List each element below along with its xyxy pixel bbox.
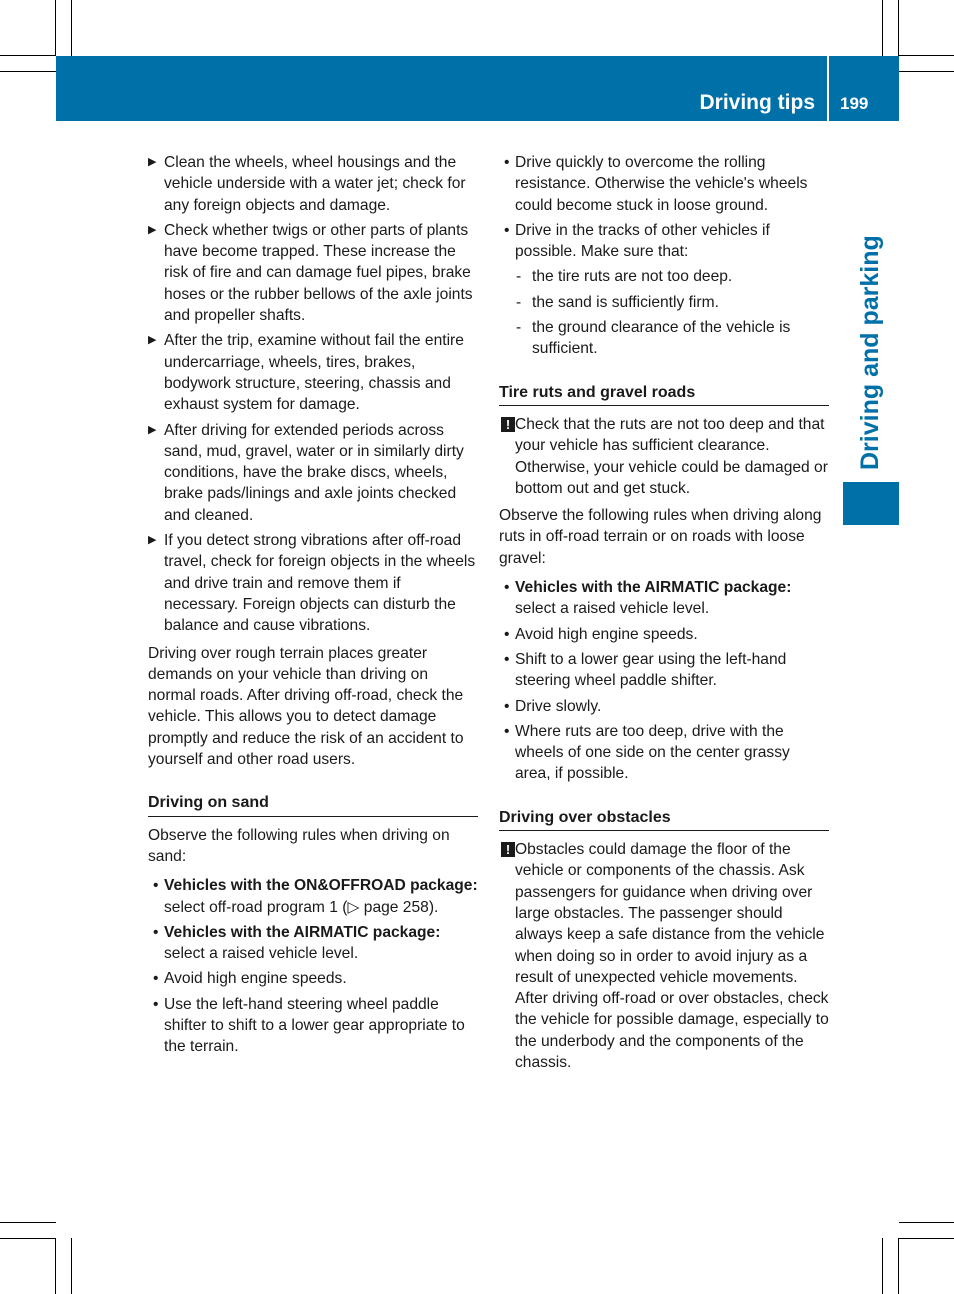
crop-mark bbox=[0, 1238, 56, 1239]
crop-mark bbox=[0, 1222, 56, 1223]
list-item: • Use the left-hand steering wheel paddle shifter to shift to a lower gear appropriate to the terrain. bbox=[153, 995, 465, 1056]
crop-mark bbox=[898, 0, 899, 56]
heading-driving-on-sand: Driving on sand bbox=[148, 792, 478, 816]
page-number: 199 bbox=[840, 94, 869, 113]
header-bar bbox=[56, 56, 899, 121]
bullet-icon: • bbox=[504, 221, 510, 239]
list-item: • Drive in the tracks of other vehicles if possible. Make sure that: bbox=[504, 221, 770, 261]
bullet-icon: • bbox=[504, 154, 510, 171]
sub-list-item: - the sand is sufficiently firm. bbox=[499, 292, 829, 313]
crop-mark bbox=[898, 1238, 899, 1294]
crop-mark bbox=[899, 55, 954, 56]
crop-mark bbox=[899, 71, 954, 72]
list-item: • Drive slowly. bbox=[499, 696, 829, 717]
crop-mark bbox=[71, 1238, 72, 1294]
sub-list-item: - the ground clearance of the vehicle is sufficient. bbox=[516, 319, 791, 358]
instruction-step: ▶ Clean the wheels, wheel housings and the vehicle underside with a water jet; check for any foreign objects and damage. bbox=[148, 154, 466, 214]
instruction-step: ▶ After the trip, examine without fail the entire undercarriage, wheels, tires, brakes, bodywork structure, steering, chassis and exhaust system for damage. bbox=[148, 332, 464, 414]
chapter-tab-label: Driving and parking bbox=[856, 235, 884, 470]
arrow-right-icon: ▶ bbox=[148, 423, 157, 436]
paragraph: Observe the following rules when driving along ruts in off-road terrain or on roads with loose gravel: bbox=[499, 507, 822, 567]
list-item: • Drive quickly to overcome the rolling resistance. Otherwise the vehicle's wheels could become stuck in loose ground. bbox=[504, 154, 808, 214]
crop-mark bbox=[899, 1238, 954, 1239]
list-item: • Vehicles with the AIRMATIC package: select a raised vehicle level. bbox=[504, 579, 792, 618]
instruction-step: ▶ Check whether twigs or other parts of plants have become trapped. These increase the risk of fire and can damage fuel pipes, brake hoses or the rubber bellows of the axle joints and propeller shafts. bbox=[148, 221, 473, 325]
arrow-right-icon: ▶ bbox=[148, 156, 157, 168]
heading-obstacles: Driving over obstacles bbox=[499, 807, 829, 831]
crop-mark bbox=[71, 0, 72, 56]
bullet-icon: • bbox=[504, 579, 510, 597]
arrow-right-icon: ▶ bbox=[148, 223, 157, 236]
crop-mark bbox=[0, 55, 56, 56]
crop-mark bbox=[0, 71, 56, 72]
dash-icon: - bbox=[516, 268, 522, 286]
list-item: • Where ruts are too deep, drive with the wheels of one side on the center grassy area, if possible. bbox=[504, 722, 790, 783]
instruction-step: ▶ After driving for extended periods across sand, mud, gravel, water or in similarly dirty conditions, have the brake discs, wheels, brake pads/linings and axle joints checked and cleaned. bbox=[148, 421, 464, 524]
list-item: • Vehicles with the AIRMATIC package: select a raised vehicle level. bbox=[153, 923, 441, 963]
bullet-icon: • bbox=[504, 722, 510, 740]
bullet-icon: • bbox=[504, 650, 510, 668]
left-column bbox=[148, 152, 478, 1062]
arrow-right-icon: ▶ bbox=[148, 534, 157, 547]
paragraph: Driving over rough terrain places greater demands on your vehicle than driving on normal roads. After driving off-road, check the vehicle. This allows you to detect damage promptly and reduce the risk of an accident to yourself and other road users. bbox=[148, 644, 464, 769]
crop-mark bbox=[55, 0, 56, 56]
bullet-icon: • bbox=[153, 877, 159, 895]
crop-mark bbox=[882, 1238, 883, 1294]
heading-tire-ruts: Tire ruts and gravel roads bbox=[499, 382, 829, 406]
bullet-icon: • bbox=[504, 697, 510, 715]
warning-note: ! Obstacles could damage the floor of the vehicle or components of the chassis. Ask passengers for guidance when driving over large obstacles. The passenger should always keep a safe distance from the vehicle when doing so in order to avoid injury as a result of unexpected vehicle movements. After driving off-road or over obstacles, check the vehicle for possible damage, especially to the underbody and the components of the chassis. bbox=[499, 839, 829, 1073]
arrow-right-icon: ▶ bbox=[148, 334, 157, 347]
crop-mark bbox=[55, 1238, 56, 1294]
list-item: • Vehicles with the ON&OFFROAD package: select off-road program 1 (▷ page 258). bbox=[153, 877, 478, 916]
list-item: • Avoid high engine speeds. bbox=[499, 624, 829, 645]
chapter-tab-marker bbox=[843, 482, 899, 525]
crop-mark bbox=[882, 0, 883, 56]
list-item: • Avoid high engine speeds. bbox=[148, 968, 478, 989]
dash-icon: - bbox=[516, 293, 522, 311]
header-divider bbox=[827, 56, 829, 121]
crop-mark bbox=[899, 1222, 954, 1223]
bullet-icon: • bbox=[153, 970, 159, 988]
warning-exclamation-icon: ! bbox=[501, 842, 515, 857]
bullet-icon: • bbox=[153, 995, 159, 1013]
section-title: Driving tips bbox=[699, 91, 815, 114]
list-item: • Shift to a lower gear using the left-hand steering wheel paddle shifter. bbox=[504, 650, 787, 690]
right-column bbox=[499, 152, 829, 1077]
warning-exclamation-icon: ! bbox=[501, 417, 515, 432]
bullet-icon: • bbox=[504, 625, 510, 643]
sub-list-item: - the tire ruts are not too deep. bbox=[499, 266, 829, 287]
bullet-icon: • bbox=[153, 923, 159, 941]
paragraph: Observe the following rules when driving on sand: bbox=[148, 826, 450, 865]
dash-icon: - bbox=[516, 319, 522, 337]
instruction-step: ▶ If you detect strong vibrations after off-road travel, check for foreign objects in the wheels and drive train and remove them if necessary. Foreign objects can disturb the balance and cause vibrations. bbox=[148, 532, 476, 635]
warning-note: ! Check that the ruts are not too deep and that your vehicle has sufficient clearance. Otherwise, your vehicle could be damaged or bottom out and get stuck. bbox=[499, 414, 829, 499]
